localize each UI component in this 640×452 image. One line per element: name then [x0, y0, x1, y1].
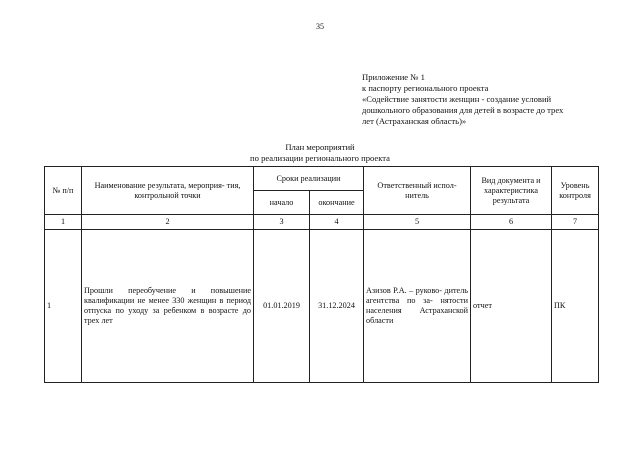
- plan-title: План мероприятий: [285, 142, 355, 152]
- col-number: 1: [45, 215, 82, 230]
- header-doc: Вид документа и характеристика результата: [471, 167, 552, 215]
- col-number: 3: [254, 215, 310, 230]
- header-level: Уровень контроля: [552, 167, 599, 215]
- appendix-line-1: Приложение № 1: [362, 72, 425, 82]
- row-end: 31.12.2024: [310, 230, 364, 383]
- header-end: окончание: [310, 191, 364, 215]
- column-number-row: [45, 215, 599, 230]
- page-number: 35: [316, 22, 324, 31]
- row-num: 1: [45, 230, 82, 383]
- row-doc: отчет: [471, 230, 552, 383]
- appendix-block: [362, 72, 607, 127]
- appendix-line-5: лет (Астраханская область)»: [362, 116, 467, 126]
- plan-table: [44, 166, 599, 383]
- appendix-line-2: к паспорту регионального проекта: [362, 83, 489, 93]
- table-header-row: [45, 167, 599, 191]
- col-number: 7: [552, 215, 599, 230]
- appendix-line-4: дошкольного образования для детей в возрасте до трех: [362, 105, 564, 115]
- row-name: Прошли переобучение и повышение квалификации не менее 330 женщин в период отпуска по уходу за ребенком в возрасте до трех лет: [82, 230, 254, 383]
- col-number: 2: [82, 215, 254, 230]
- header-num: № п/п: [45, 167, 82, 215]
- appendix-line-3: «Содействие занятости женщин - создание условий: [362, 94, 552, 104]
- header-start: начало: [254, 191, 310, 215]
- plan-subtitle: по реализации регионального проекта: [250, 153, 390, 163]
- col-number: 4: [310, 215, 364, 230]
- header-name: Наименование результата, мероприя- тия, контрольной точки: [82, 167, 254, 215]
- header-terms: Сроки реализации: [254, 167, 364, 191]
- row-responsible: Азизов Р.А. – руково- дитель агентства по за- нятости населения Астраханской области: [364, 230, 471, 383]
- header-responsible: Ответственный испол- нитель: [364, 167, 471, 215]
- table-row: [45, 230, 599, 383]
- col-number: 5: [364, 215, 471, 230]
- col-number: 6: [471, 215, 552, 230]
- row-level: ПК: [552, 230, 599, 383]
- row-start: 01.01.2019: [254, 230, 310, 383]
